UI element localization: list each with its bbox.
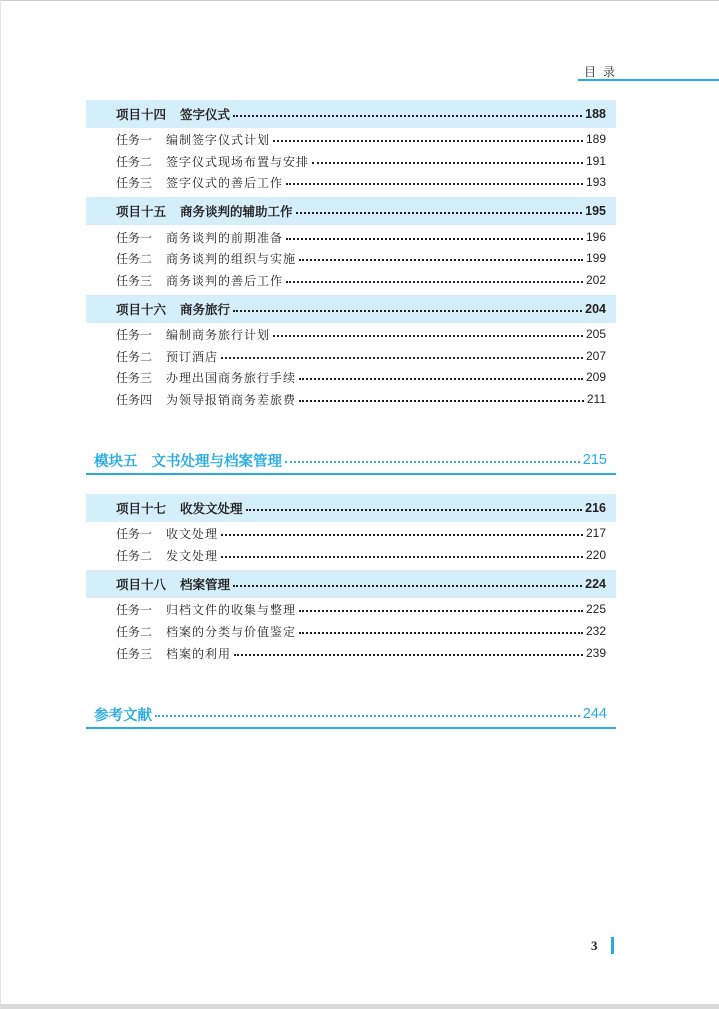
task-page: 205 <box>585 327 606 341</box>
task-number: 任务二 <box>116 349 153 364</box>
toc-task[interactable] <box>116 368 606 386</box>
toc-task[interactable] <box>116 524 606 542</box>
toc-task[interactable] <box>116 152 606 170</box>
task-number: 任务一 <box>116 132 153 147</box>
task-number: 任务三 <box>116 273 153 288</box>
dot-leader <box>221 534 583 536</box>
toc-task[interactable] <box>116 130 606 148</box>
dot-leader <box>246 509 583 511</box>
references-page: 244 <box>582 706 607 722</box>
module-page: 215 <box>582 452 607 468</box>
dot-leader <box>273 140 583 142</box>
dot-leader <box>312 162 583 164</box>
task-number: 任务三 <box>116 646 153 661</box>
task-page: 211 <box>586 392 606 406</box>
task-title: 商务谈判的组织与实施 <box>166 251 297 266</box>
task-number: 任务一 <box>116 602 153 617</box>
project-title: 收发文处理 <box>180 501 243 516</box>
project-page: 195 <box>585 204 606 218</box>
project-title: 档案管理 <box>180 577 231 592</box>
task-page: 225 <box>585 602 606 616</box>
toc-task[interactable] <box>116 228 606 246</box>
task-title: 办理出国商务旅行手续 <box>166 370 297 385</box>
dot-leader <box>285 461 580 463</box>
dot-leader <box>299 632 583 634</box>
dot-leader <box>233 585 582 587</box>
task-number: 任务二 <box>116 624 153 639</box>
toc-task[interactable] <box>116 249 606 267</box>
project-page: 188 <box>585 107 606 121</box>
project-page: 204 <box>585 302 606 316</box>
dot-leader <box>286 281 583 283</box>
task-page: 239 <box>585 646 606 660</box>
dot-leader <box>155 715 580 717</box>
project-title: 商务谈判的辅助工作 <box>180 204 293 219</box>
toc-task[interactable] <box>116 325 606 343</box>
task-number: 任务三 <box>116 175 153 190</box>
project-number: 项目十八 <box>116 577 167 592</box>
project-number: 项目十七 <box>116 501 167 516</box>
toc-module-5[interactable] <box>94 449 607 471</box>
project-number: 项目十六 <box>116 302 167 317</box>
project-title: 签字仪式 <box>180 107 231 122</box>
toc-task[interactable] <box>116 546 606 564</box>
task-title: 预订酒店 <box>166 349 219 364</box>
dot-leader <box>299 259 583 261</box>
task-page: 199 <box>585 251 606 265</box>
task-page: 196 <box>585 230 606 244</box>
task-title: 档案的分类与价值鉴定 <box>166 624 297 639</box>
module-rule <box>86 473 616 475</box>
toc-task[interactable] <box>116 390 606 408</box>
toc-project-18[interactable] <box>116 574 606 594</box>
project-page: 224 <box>585 577 606 591</box>
page-number-bar <box>611 937 614 954</box>
task-title: 商务谈判的前期准备 <box>166 230 284 245</box>
page-border-bottom <box>0 1004 719 1009</box>
task-title: 编制签字仪式计划 <box>166 132 271 147</box>
toc-task[interactable] <box>116 271 606 289</box>
toc-task[interactable] <box>116 173 606 191</box>
running-head: 目录 <box>584 65 623 79</box>
dot-leader <box>286 183 583 185</box>
page-number: 3 <box>591 938 598 953</box>
references-title: 参考文献 <box>94 707 152 724</box>
project-number: 项目十五 <box>116 204 167 219</box>
task-page: 193 <box>585 175 606 189</box>
toc-task[interactable] <box>116 622 606 640</box>
task-title: 签字仪式现场布置与安排 <box>166 154 310 169</box>
task-title: 编制商务旅行计划 <box>166 327 271 342</box>
dot-leader <box>234 654 583 656</box>
dot-leader <box>233 115 582 117</box>
toc-task[interactable] <box>116 644 606 662</box>
module-title: 文书处理与档案管理 <box>151 453 282 470</box>
task-number: 任务二 <box>116 548 153 563</box>
task-number: 任务三 <box>116 370 153 385</box>
page-border-left <box>0 0 1 1009</box>
task-title: 商务谈判的善后工作 <box>166 273 284 288</box>
toc-project-16[interactable] <box>116 299 606 319</box>
project-number: 项目十四 <box>116 107 167 122</box>
project-title: 商务旅行 <box>180 302 231 317</box>
dot-leader <box>299 378 583 380</box>
dot-leader <box>273 335 583 337</box>
task-page: 209 <box>585 370 606 384</box>
task-page: 217 <box>585 526 606 540</box>
task-number: 任务四 <box>116 392 153 407</box>
dot-leader <box>286 238 583 240</box>
dot-leader <box>299 610 583 612</box>
task-number: 任务一 <box>116 230 153 245</box>
task-page: 189 <box>585 132 606 146</box>
task-page: 207 <box>585 349 606 363</box>
page-border-top <box>0 0 719 1</box>
task-page: 202 <box>585 273 606 287</box>
task-title: 签字仪式的善后工作 <box>166 175 284 190</box>
task-number: 任务二 <box>116 251 153 266</box>
running-head-rule <box>578 79 719 81</box>
dot-leader <box>221 556 583 558</box>
project-page: 216 <box>585 501 606 515</box>
dot-leader <box>296 212 583 214</box>
dot-leader <box>233 310 582 312</box>
task-page: 232 <box>585 624 606 638</box>
task-title: 归档文件的收集与整理 <box>166 602 297 617</box>
task-title: 发文处理 <box>166 548 219 563</box>
task-title: 为领导报销商务差旅费 <box>166 392 297 407</box>
task-title: 档案的利用 <box>166 646 232 661</box>
dot-leader <box>221 357 583 359</box>
task-number: 任务二 <box>116 154 153 169</box>
toc-task[interactable] <box>116 600 606 618</box>
toc-project-17[interactable] <box>116 498 606 518</box>
task-title: 收文处理 <box>166 526 219 541</box>
task-page: 191 <box>585 154 606 168</box>
toc-task[interactable] <box>116 347 606 365</box>
task-number: 任务一 <box>116 327 153 342</box>
task-number: 任务一 <box>116 526 153 541</box>
references-rule <box>86 727 616 729</box>
module-number: 模块五 <box>94 453 138 470</box>
task-page: 220 <box>585 548 606 562</box>
toc-project-14[interactable] <box>116 104 606 124</box>
toc-references[interactable] <box>94 703 607 725</box>
dot-leader <box>299 400 584 402</box>
toc-project-15[interactable] <box>116 201 606 221</box>
